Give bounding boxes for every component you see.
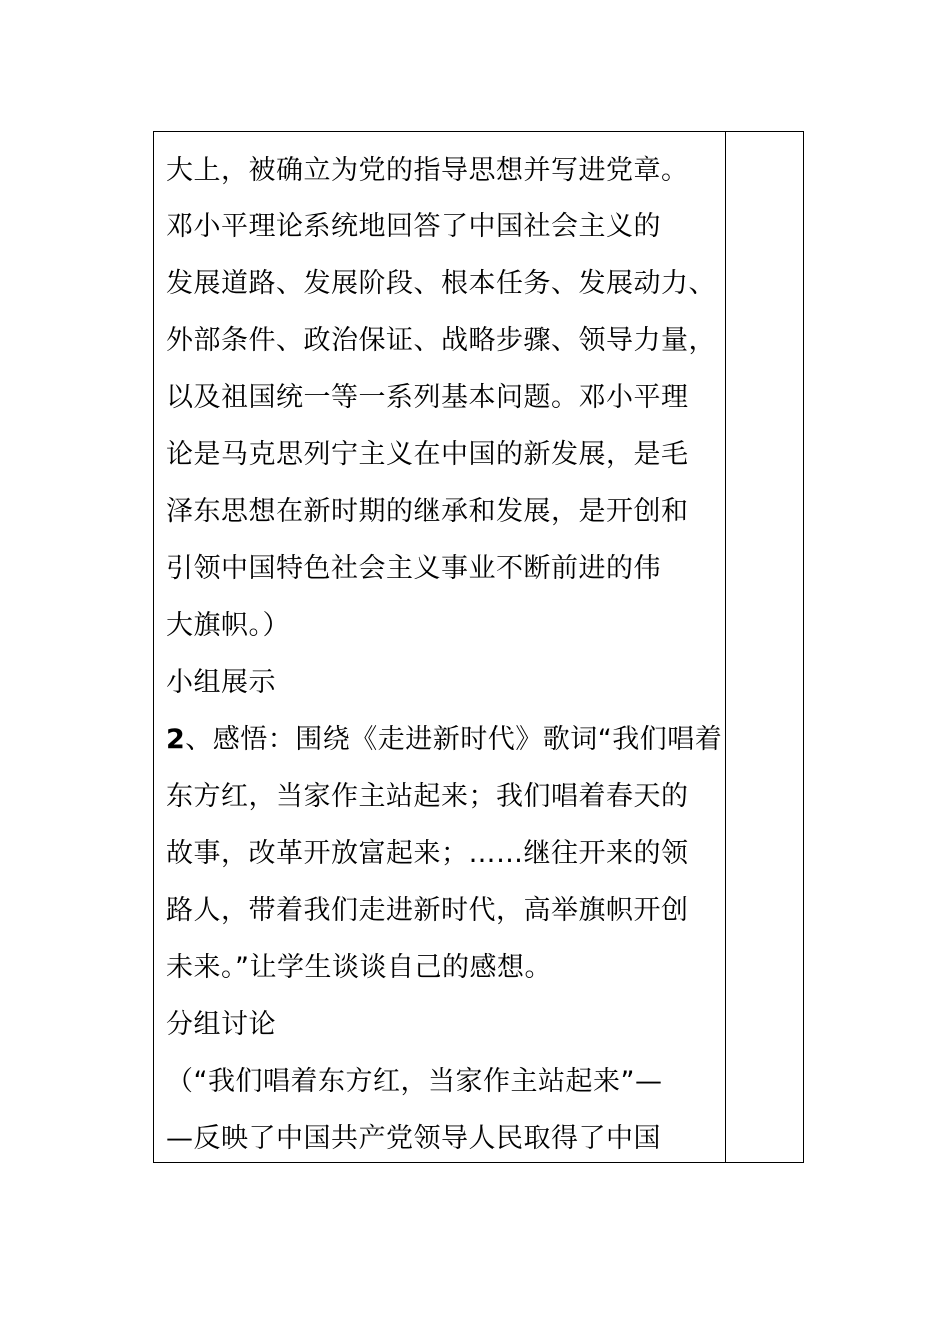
- text-line: 外部条件、政治保证、战略步骤、领导力量，: [166, 325, 716, 356]
- text-line: 未来。”让学生谈谈自己的感想。: [166, 952, 552, 983]
- text-line: 引领中国特色社会主义事业不断前进的伟: [166, 553, 661, 584]
- item-2-text: 、感悟：围绕《走进新时代》歌词“我们唱着: [185, 724, 723, 755]
- text-line: 发展道路、发展阶段、根本任务、发展动力、: [166, 268, 716, 299]
- text-line: —反映了中国共产党领导人民取得了中国: [166, 1123, 661, 1154]
- item-2-number: 2: [166, 724, 186, 755]
- text-line: 以及祖国统一等一系列基本问题。邓小平理: [166, 382, 689, 413]
- text-line: 大旗帜。）: [166, 610, 290, 641]
- content-table: [153, 131, 804, 1163]
- text-line: 泽东思想在新时期的继承和发展，是开创和: [166, 496, 689, 527]
- text-line: 故事，改革开放富起来；……继往开来的领: [166, 838, 689, 869]
- text-line: 东方红，当家作主站起来；我们唱着春天的: [166, 781, 689, 812]
- text-line: 大上，被确立为党的指导思想并写进党章。: [166, 155, 689, 186]
- text-line: （“我们唱着东方红，当家作主站起来”—: [166, 1066, 663, 1097]
- text-line: 邓小平理论系统地回答了中国社会主义的: [166, 211, 661, 242]
- item-2-line: [166, 723, 722, 757]
- section-label-group-discussion: 分组讨论: [166, 1009, 276, 1040]
- main-content-cell: [154, 132, 726, 1162]
- text-line: 论是马克思列宁主义在中国的新发展，是毛: [166, 439, 689, 470]
- side-empty-cell: [726, 132, 803, 1162]
- text-line: 路人，带着我们走进新时代，高举旗帜开创: [166, 895, 689, 926]
- section-label-group-show: 小组展示: [166, 667, 276, 698]
